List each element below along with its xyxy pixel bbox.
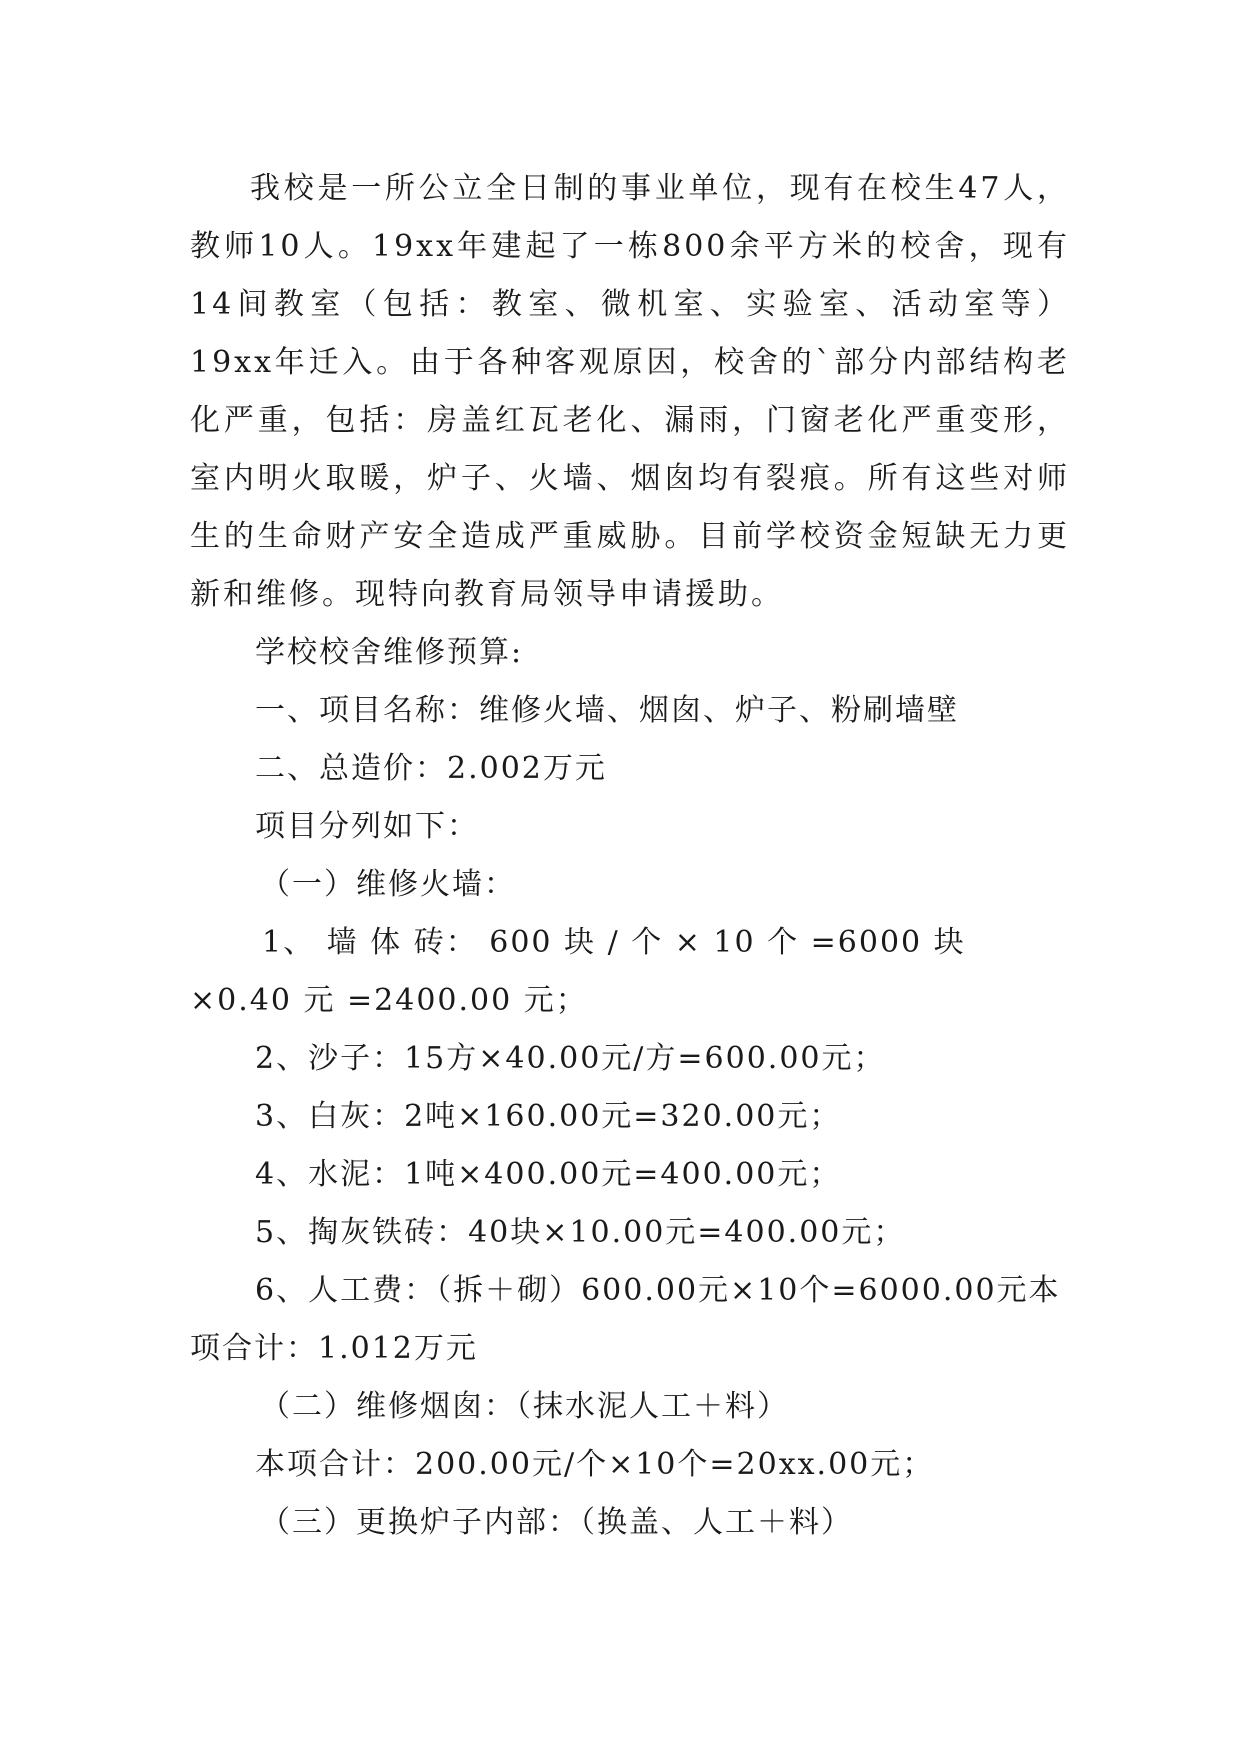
project-name: 一、项目名称：维修火墙、烟囱、炉子、粉刷墙壁: [255, 693, 959, 728]
section1-item-1: 1、 墙 体 砖： 600 块 / 个 × 10 个 =6000 块 ×0.40 元 =2400.00 元；: [190, 925, 966, 1018]
section1-item-6: 6、人工费：（拆＋砌）600.00元×10个=6000.00元本项合计：1.012万元: [190, 1273, 1061, 1366]
breakdown-heading: 项目分列如下：: [255, 809, 479, 844]
section2-subtotal: 本项合计：200.00元/个×10个=20xx.00元；: [255, 1447, 935, 1482]
document-page: [190, 160, 1070, 1552]
section1-item-3: 3、白灰：2吨×160.00元=320.00元；: [255, 1099, 842, 1134]
section2-title: （二）维修烟囱：（抹水泥人工＋料）: [260, 1389, 789, 1424]
section1-item-5: 5、掏灰铁砖：40块×10.00元=400.00元；: [255, 1215, 906, 1250]
total-cost: 二、总造价：2.002万元: [255, 751, 607, 786]
section1-title: （一）维修火墙：: [260, 867, 516, 902]
intro-paragraph: 我校是一所公立全日制的事业单位，现有在校生47人，教师10人。19xx年建起了一栋800余平方米的校舍，现有14间教室（包括：教室、微机室、实验室、活动室等）19xx年迁入。由于各种客观原因，校舍的`部分内部结构老化严重，包括：房盖红瓦老化、漏雨，门窗老化严重变形，室内明火取暖，炉子、火墙、烟囱均有裂痕。所有这些对师生的生命财产安全造成严重威胁。目前学校资金短缺无力更新和维修。现特向教育局领导申请援助。: [190, 171, 1070, 612]
budget-heading: 学校校舍维修预算:: [255, 635, 524, 670]
section1-item-2: 2、沙子：15方×40.00元/方=600.00元；: [255, 1041, 886, 1076]
section1-item-4: 4、水泥：1吨×400.00元=400.00元；: [255, 1157, 842, 1192]
section3-title: （三）更换炉子内部：（换盖、人工＋料）: [260, 1505, 853, 1540]
